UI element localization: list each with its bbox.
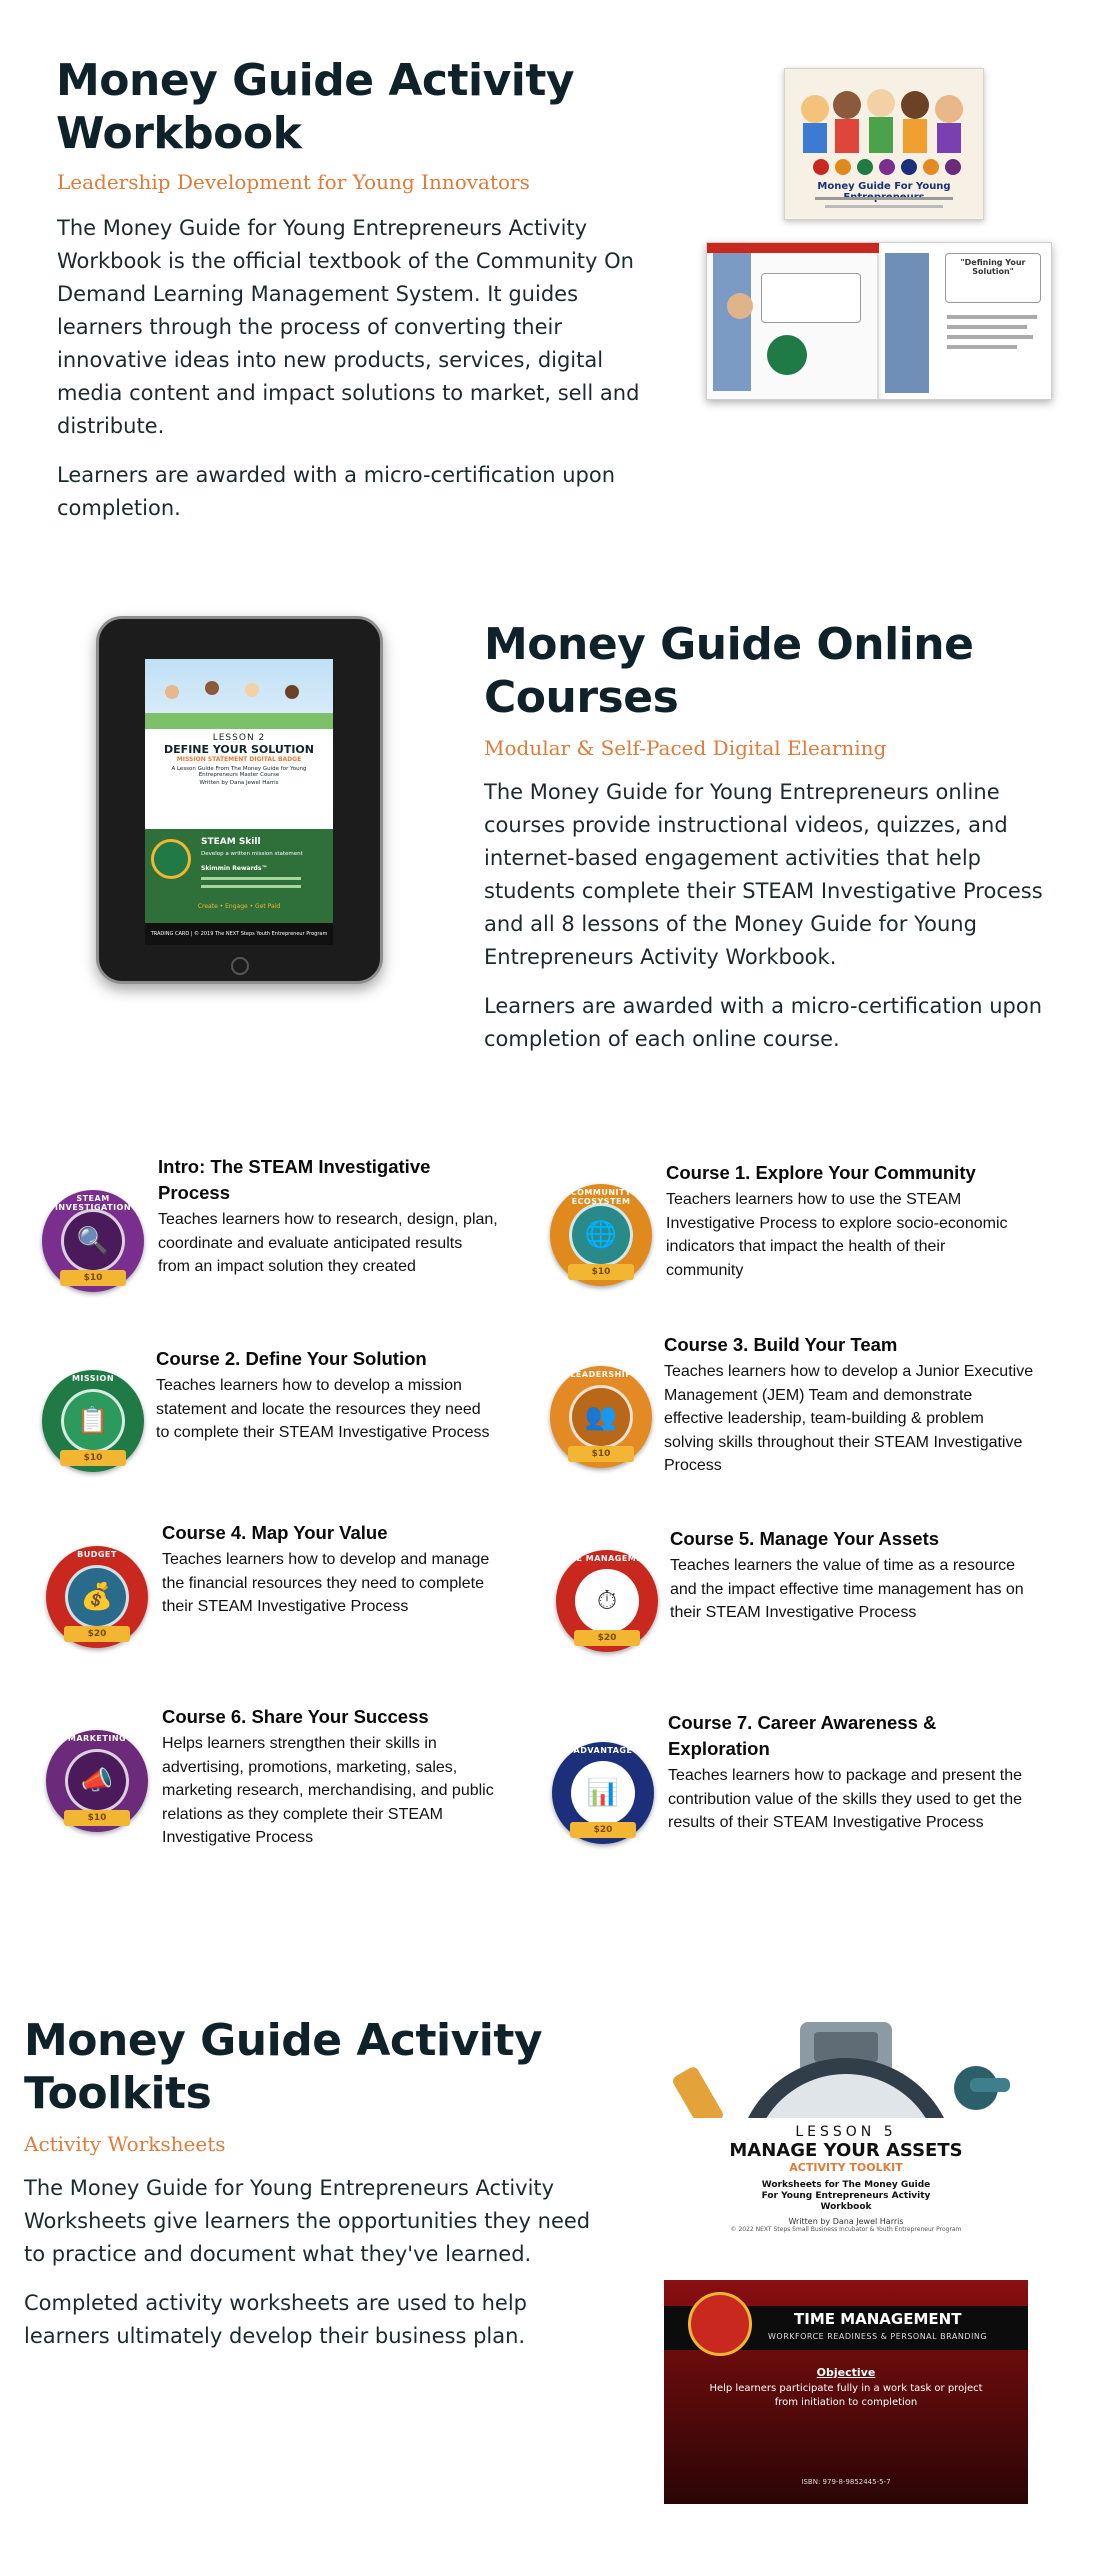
toolkit-isbn: ISBN: 979-8-9852445-5-7 (801, 2478, 891, 2486)
time-management-badge-icon (688, 2292, 752, 2356)
course-item-6[interactable] (46, 1704, 506, 1850)
city-illustration (885, 253, 929, 393)
course-desc: Teaches learners how to research, design, plan, coordinate and evaluate anticipated results from an impact solution they created (158, 1211, 498, 1275)
badge-graphic (767, 335, 807, 375)
time-management-badge (556, 1550, 658, 1652)
city-illustration (713, 251, 751, 391)
toolkit-worksheets: Worksheets for The Money Guide For Young Entrepreneurs Activity Workbook (761, 2180, 931, 2212)
tablet-skill-desc: Develop a written mission statement (201, 851, 303, 857)
clipboard-icon: 📋 (61, 1389, 125, 1453)
badge-ribbon: $20 (570, 1822, 636, 1838)
coins-icon: 💰 (65, 1565, 129, 1629)
online-para-2: Learners are awarded with a micro-certification upon completion of each online course. (484, 994, 1043, 1051)
workbook-title: Money Guide Activity Workbook (56, 55, 575, 159)
course-title: Course 2. Define Your Solution (156, 1348, 427, 1369)
tablet-image (96, 616, 383, 984)
toolkits-description (24, 2172, 614, 2353)
tablet-footer: Create • Engage • Get Paid (197, 903, 281, 910)
tablet-guide: A Lesson Guide From The Money Guide for Young Entrepreneurs Master Course (171, 766, 307, 778)
course-desc: Teaches learners the value of time as a resource and the impact effective time management has on their STEAM Investigative Process (670, 1557, 1024, 1621)
course-item-7[interactable] (552, 1710, 1052, 1844)
course-title: Course 6. Share Your Success (162, 1706, 429, 1727)
course-item-3[interactable] (550, 1332, 1050, 1478)
online-description (484, 776, 1074, 1056)
marketing-badge (46, 1730, 148, 1832)
toolkit-copyright: © 2022 NEXT Steps Small Business Incubator & Youth Entrepreneur Program (730, 2226, 962, 2233)
toolkit-title-panel (664, 2118, 1028, 2280)
tablet-tag: MISSION STATEMENT DIGITAL BADGE (176, 756, 302, 763)
online-title: Money Guide Online Courses (484, 619, 974, 723)
info-box (945, 253, 1041, 303)
tablet-rewards: Skimmin Rewards™ (201, 865, 268, 872)
bar-chart-icon: 📊 (571, 1761, 635, 1825)
skill-panel (145, 829, 333, 921)
tablet-skill: STEAM Skill (201, 837, 261, 847)
toolkit-heading: MANAGE YOUR ASSETS (729, 2140, 963, 2161)
lesson-card (145, 729, 333, 829)
workbook-para-1: The Money Guide for Young Entrepreneurs Activity Workbook is the official textbook of the Community On Demand Learning Management System. It guides learners through the process of converting their innovative ideas into new products, services, digital media content and impact solutions to market, sell and distribute. (57, 216, 640, 438)
megaphone-icon: 📣 (65, 1749, 129, 1813)
badge-ribbon: $10 (60, 1270, 126, 1286)
course-item-5[interactable] (556, 1526, 1056, 1652)
course-title: Course 5. Manage Your Assets (670, 1528, 940, 1549)
text-line (947, 345, 1017, 349)
toolkits-para-1: The Money Guide for Young Entrepreneurs Activity Worksheets give learners the opportunities they need to practice and document what they've learned. (24, 2176, 591, 2266)
badge-ribbon: $20 (574, 1630, 640, 1646)
text-line (947, 325, 1027, 329)
course-desc: Teaches learners how to develop a mission statement and locate the resources they need to complete their STEAM Investigative Process (156, 1377, 490, 1441)
online-subtitle: Modular & Self-Paced Digital Elearning (484, 736, 887, 760)
text-line (947, 335, 1033, 339)
toolkit-band-sub: WORKFORCE READINESS & PERSONAL BRANDING (768, 2332, 988, 2341)
course-title: Course 4. Map Your Value (162, 1522, 388, 1543)
workbook-description (57, 212, 647, 525)
tablet-card-line: TRADING CARD | © 2019 The NEXT Steps Youth Entrepreneur Program (145, 923, 333, 945)
course-item-intro[interactable] (42, 1154, 502, 1292)
workbook-para-2: Learners are awarded with a micro-certification upon completion. (57, 463, 616, 520)
toolkit-band-title: TIME MANAGEMENT (794, 2310, 962, 2328)
badge-label: MARKETING (67, 1734, 127, 1743)
toolkit-lesson: LESSON 5 (795, 2124, 897, 2140)
course-item-2[interactable] (42, 1346, 502, 1472)
tablet-heading: DEFINE YOUR SOLUTION (164, 743, 314, 756)
toolkits-para-2: Completed activity worksheets are used to help learners ultimately develop their business plan. (24, 2291, 528, 2348)
character-illustration (727, 293, 753, 319)
course-item-4[interactable] (46, 1520, 506, 1648)
course-desc: Teaches learners how to package and present the contribution value of the skills they used to get the results of their STEAM Investigative Process (668, 1767, 1023, 1831)
course-desc: Teaches learners how to develop and manage the financial resources they need to complete their STEAM Investigative Process (162, 1551, 490, 1615)
workbook-subtitle: Leadership Development for Young Innovators (57, 170, 530, 194)
course-desc: Teaches learners how to develop a Junior Executive Management (JEM) Team and demonstrate effective leadership, team-building & problem solving skills throughout their STEAM Investigative Process (664, 1363, 1034, 1474)
leadership-badge (550, 1366, 652, 1468)
course-title: Course 3. Build Your Team (664, 1334, 898, 1355)
text-line (947, 315, 1037, 319)
badge-label: ADVANTAGE (573, 1746, 633, 1755)
toolkit-objective-label: Objective (816, 2366, 876, 2379)
page-header-bar (707, 243, 879, 253)
book-right-page (881, 243, 1051, 399)
course-desc: Helps learners strengthen their skills in advertising, promotions, marketing, sales, marketing research, merchandising, and public relations as they complete their STEAM Investigative Process (162, 1735, 494, 1846)
sky-illustration (145, 659, 333, 729)
toolkit-red-panel (664, 2280, 1028, 2504)
tablet-lesson: LESSON 2 (212, 733, 266, 743)
cover-text-line (815, 197, 953, 200)
tablet-screen (145, 659, 333, 945)
budget-badge (46, 1546, 148, 1648)
course-title: Intro: The STEAM Investigative Process (158, 1156, 431, 1203)
tablet-home-button (231, 957, 249, 975)
badge-label: TIME MANAGEMENT (558, 1554, 656, 1563)
badge-label: BUDGET (77, 1550, 117, 1559)
workbook-open-book (706, 242, 1052, 400)
course-title: Course 7. Career Awareness & Exploration (668, 1712, 937, 1759)
community-ecosystem-badge (550, 1184, 652, 1286)
toolkit-kit: ACTIVITY TOOLKIT (789, 2161, 903, 2174)
book-quote-text: "Defining Your Solution" (960, 258, 1026, 276)
online-para-1: The Money Guide for Young Entrepreneurs online courses provide instructional videos, quizzes, and internet-based engagement activities that help students complete their STEAM Investigative Process and all 8 lessons of the Money Guide for Young Entrepreneurs Activity Workbook. (484, 780, 1043, 969)
badge-label: LEADERSHIP (570, 1370, 632, 1379)
toolkit-objective: Help learners participate fully in a work task or project from initiation to completion (709, 2383, 983, 2408)
badge-ribbon: $10 (64, 1810, 130, 1826)
badge-ribbon: $10 (568, 1446, 634, 1462)
badge-ribbon: $10 (60, 1450, 126, 1466)
workbook-cover (784, 68, 984, 220)
workbook-cover-title: Money Guide For Young (817, 181, 951, 192)
toolkits-title: Money Guide Activity Toolkits (24, 2015, 543, 2119)
course-title: Course 1. Explore Your Community (666, 1162, 976, 1183)
badge-label: STEAM INVESTIGATION (54, 1194, 132, 1212)
course-desc: Teachers learners how to use the STEAM Investigative Process to explore socio-economic indicators that impact the health of their community (666, 1191, 1008, 1279)
speech-bubble (761, 273, 861, 323)
toolkit-author: Written by Dana Jewel Harris (788, 2217, 904, 2226)
tablet-author: Written by Dana Jewel Harris (199, 780, 279, 786)
badge-ribbon: $20 (64, 1626, 130, 1642)
toolkits-subtitle: Activity Worksheets (24, 2132, 226, 2156)
badge-label: MISSION (71, 1374, 115, 1383)
course-item-1[interactable] (550, 1160, 1050, 1286)
book-left-page (707, 243, 879, 399)
advantage-badge (552, 1742, 654, 1844)
toolkit-cover-image (664, 2018, 1028, 2504)
steam-investigation-badge (42, 1190, 144, 1292)
clock-icon: ⏱ (575, 1569, 639, 1633)
globe-icon: 🌐 (569, 1203, 633, 1267)
cover-text-line (825, 205, 943, 208)
badge-label: COMMUNITY ECOSYSTEM (570, 1188, 632, 1206)
team-icon: 👥 (569, 1385, 633, 1449)
mission-badge-icon (151, 839, 191, 879)
magnifier-icon: 🔍 (61, 1209, 125, 1273)
mission-badge (42, 1370, 144, 1472)
badge-ribbon: $10 (568, 1264, 634, 1280)
